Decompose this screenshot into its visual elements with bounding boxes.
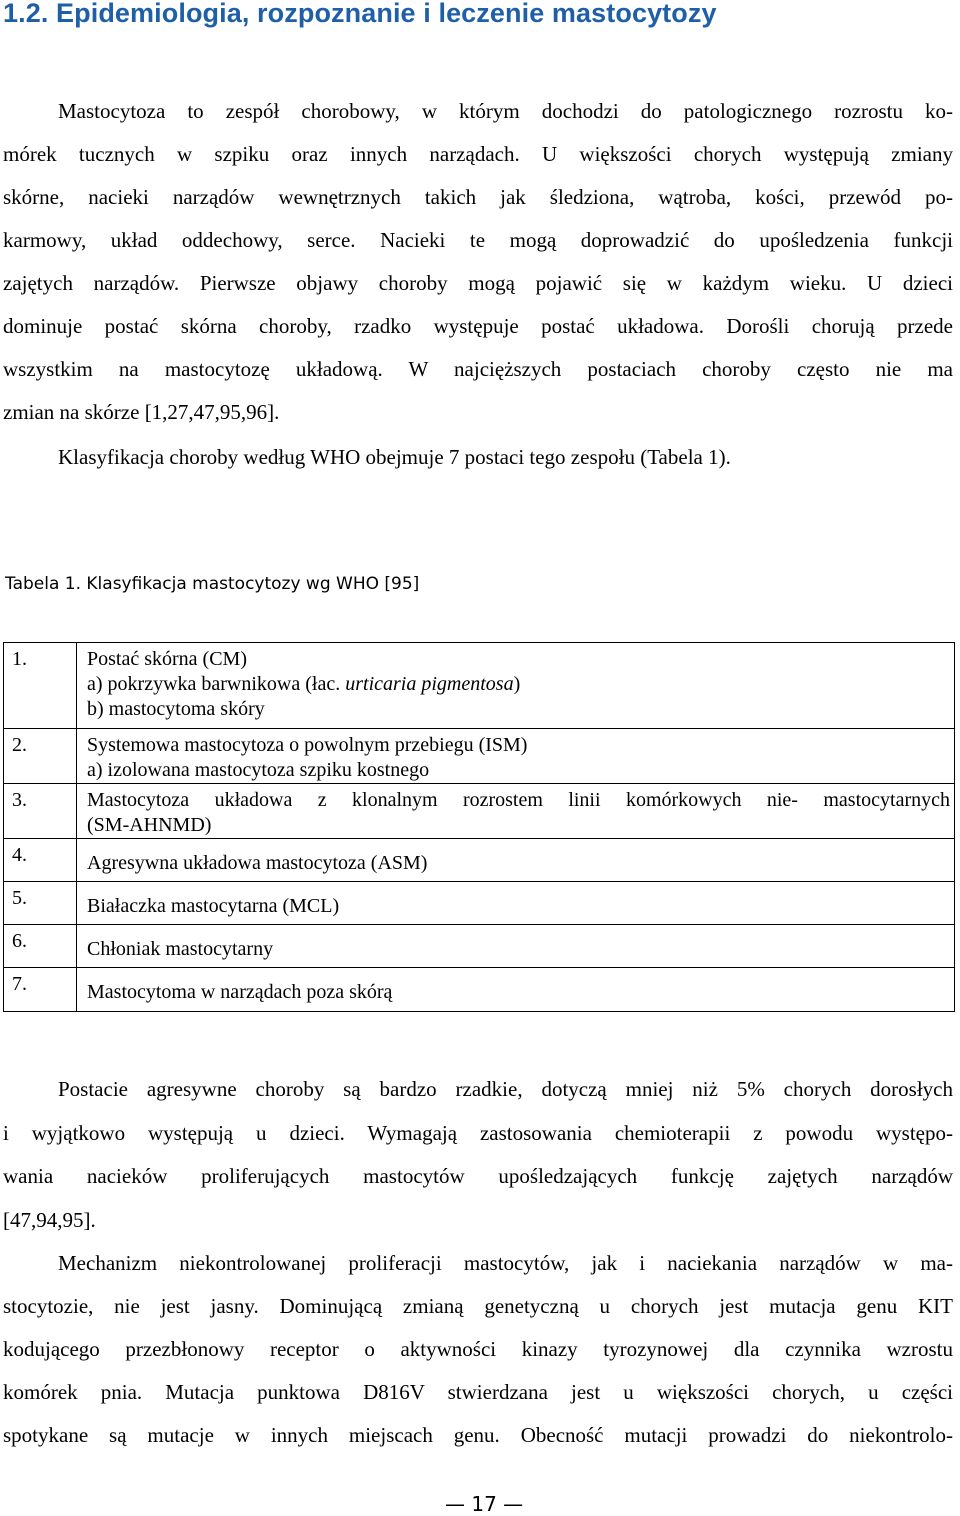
row-title: Agresywna układowa mastocytoza (ASM) [87, 852, 428, 874]
row-content [77, 925, 955, 968]
body-line: spotykane są mutacje w innych miejscach genu. Obecność mutacji prowadzi do niekontrolo- [3, 1423, 953, 1447]
row-content [77, 729, 955, 784]
row-subitem: b) mastocytoma skóry [87, 698, 265, 720]
who-classification-table [3, 642, 955, 1012]
row-title: Białaczka mastocytarna (MCL) [87, 895, 340, 917]
intro-line: mórek tucznych w szpiku oraz innych narządach. U większości chorych występują zmiany [3, 142, 953, 166]
intro-line: zajętych narządów. Pierwsze objawy choroby mogą pojawić się w każdym wieku. U dzieci [3, 271, 953, 295]
row-title: Systemowa mastocytoza o powolnym przebiegu (ISM) [87, 734, 528, 756]
row-number: 2. [4, 729, 77, 784]
body-line: i wyjątkowo występują u dzieci. Wymagają zastosowania chemioterapii z powodu występo- [3, 1121, 953, 1145]
intro-line: zmian na skórze [1,27,47,95,96]. [3, 400, 280, 424]
intro-line: skórne, nacieki narządów wewnętrznych takich jak śledziona, wątroba, kości, przewód po- [3, 185, 953, 209]
table-row [4, 839, 955, 882]
row-content [77, 839, 955, 882]
row-title-continued: (SM-AHNMD) [87, 814, 212, 836]
intro-line: karmowy, układ oddechowy, serce. Nacieki te mogą doprowadzić do upośledzenia funkcji [3, 228, 953, 252]
intro-line: wszystkim na mastocytozę układową. W najcięższych postaciach choroby często nie ma [3, 357, 953, 381]
table-row [4, 784, 955, 839]
row-content [77, 784, 955, 839]
row-number: 6. [4, 925, 77, 968]
classification-sentence: Klasyfikacja choroby według WHO obejmuje 7 postaci tego zespołu (Tabela 1). [58, 445, 731, 469]
body-line: kodującego przezbłonowy receptor o aktywności kinazy tyrozynowej dla czynnika wzrostu [3, 1337, 953, 1361]
row-title: Mastocytoma w narządach poza skórą [87, 981, 393, 1003]
row-number: 3. [4, 784, 77, 839]
table-row [4, 643, 955, 729]
row-number: 1. [4, 643, 77, 729]
table-row [4, 882, 955, 925]
section-heading: 1.2. Epidemiologia, rozpoznanie i leczenie mastocytozy [3, 0, 717, 28]
intro-line: dominuje postać skórna choroby, rzadko występuje postać układowa. Dorośli chorują przede [3, 314, 953, 338]
table-row [4, 925, 955, 968]
intro-line: Mastocytoza to zespół chorobowy, w którym dochodzi do patologicznego rozrostu ko- [58, 99, 953, 123]
table-row [4, 729, 955, 784]
table-caption: Tabela 1. Klasyfikacja mastocytozy wg WHO [95] [5, 574, 420, 594]
row-subitem: a) pokrzywka barwnikowa (łac. urticaria pigmentosa) [87, 673, 521, 695]
latin-term: urticaria pigmentosa [345, 673, 514, 695]
row-number: 7. [4, 968, 77, 1012]
row-number: 4. [4, 839, 77, 882]
body-line: komórek pnia. Mutacja punktowa D816V stwierdzana jest u większości chorych, u części [3, 1380, 953, 1404]
row-content [77, 968, 955, 1012]
row-number: 5. [4, 882, 77, 925]
row-title: Chłoniak mastocytarny [87, 938, 274, 960]
row-title: Postać skórna (CM) [87, 648, 247, 670]
table-row [4, 968, 955, 1012]
row-subitem: a) izolowana mastocytoza szpiku kostnego [87, 759, 430, 781]
row-content [77, 882, 955, 925]
body-line: Mechanizm niekontrolowanej proliferacji mastocytów, jak i naciekania narządów w ma- [58, 1251, 953, 1275]
row-title: Mastocytoza układowa z klonalnym rozrostem linii komórkowych nie- mastocytarnych [87, 789, 950, 811]
row-content [77, 643, 955, 729]
body-line: stocytozie, nie jest jasny. Dominującą zmianą genetyczną u chorych jest mutacja genu KIT [3, 1294, 953, 1318]
body-line: Postacie agresywne choroby są bardzo rzadkie, dotyczą mniej niż 5% chorych dorosłych [58, 1077, 953, 1101]
body-line: [47,94,95]. [3, 1208, 96, 1232]
page-number: — 17 — [445, 1492, 524, 1516]
body-line: wania nacieków proliferujących mastocytów upośledzających funkcję zajętych narządów [3, 1164, 953, 1188]
